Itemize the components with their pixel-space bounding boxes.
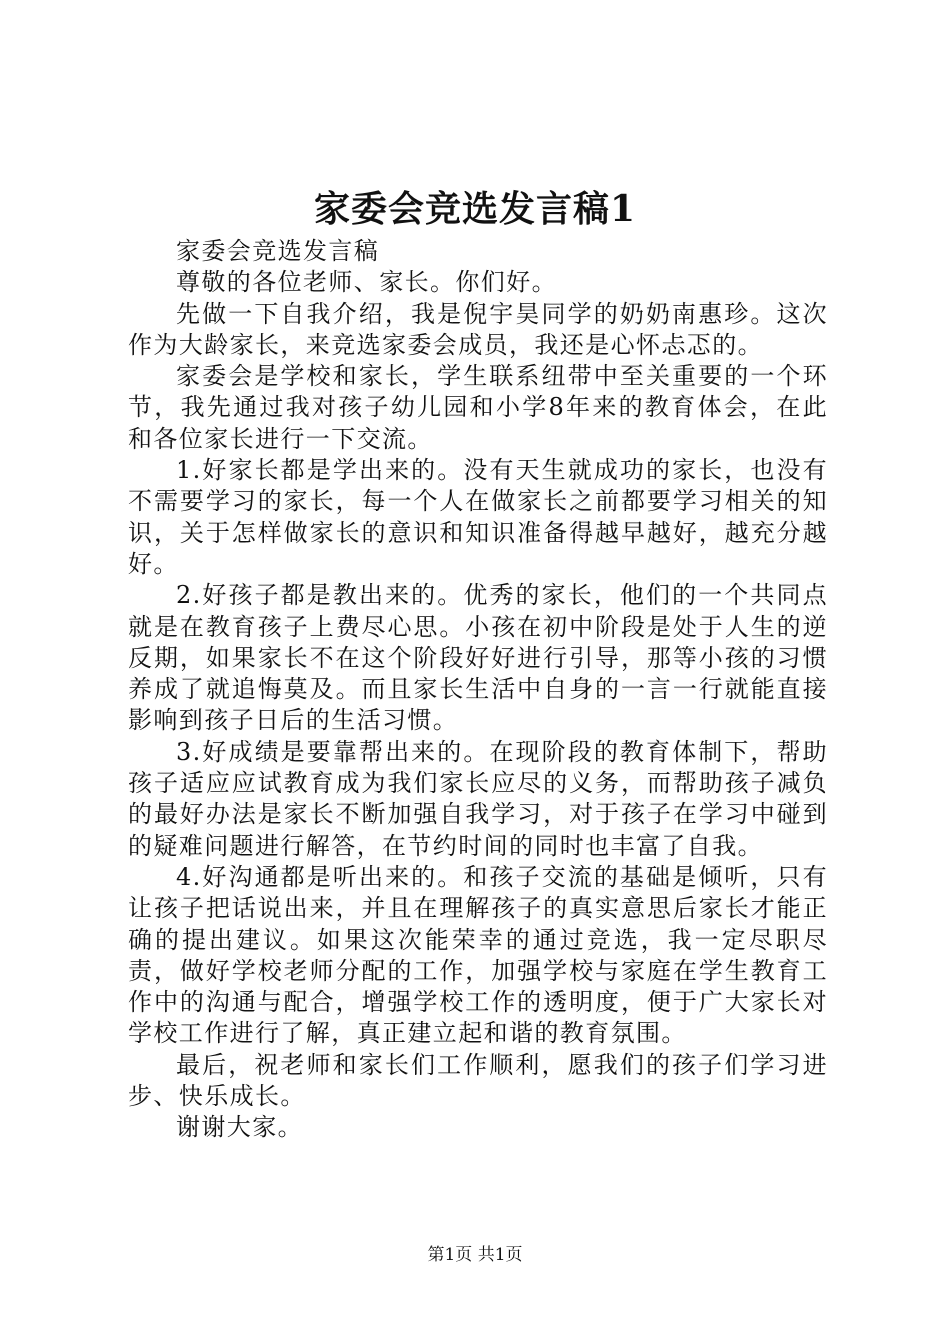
paragraph-subtitle: 家委会竞选发言稿 bbox=[176, 237, 380, 265]
document-title: 家委会竞选发言稿1 bbox=[313, 188, 637, 230]
document-body bbox=[128, 236, 828, 1144]
paragraph-closing: 最后，祝老师和家长们工作顺利，愿我们的孩子们学习进步、快乐成长。 bbox=[128, 1050, 828, 1111]
paragraph-point-4: 4.好沟通都是听出来的。和孩子交流的基础是倾听，只有让孩子把话说出来，并且在理解孩子的真实意思后家长才能正确的提出建议。如果这次能荣幸的通过竞选，我一定尽职尽责，做好学校老师分配的工作，加强学校与家庭在学生教育工作中的沟通与配合，增强学校工作的透明度，便于广大家长对学校工作进行了解，真正建立起和谐的教育氛围。 bbox=[128, 862, 828, 1048]
paragraph-context: 家委会是学校和家长，学生联系纽带中至关重要的一个环节，我先通过我对孩子幼儿园和小学8年来的教育体会，在此和各位家长进行一下交流。 bbox=[128, 362, 828, 453]
paragraph-point-2: 2.好孩子都是教出来的。优秀的家长，他们的一个共同点就是在教育孩子上费尽心思。小孩在初中阶段是处于人生的逆反期，如果家长不在这个阶段好好进行引导，那等小孩的习惯养成了就追悔莫及。而且家长生活中自身的一言一行就能直接影响到孩子日后的生活习惯。 bbox=[128, 581, 828, 735]
paragraph-thanks: 谢谢大家。 bbox=[176, 1113, 303, 1142]
paragraph-greeting: 尊敬的各位老师、家长。你们好。 bbox=[176, 268, 557, 297]
paragraph-point-3: 3.好成绩是要靠帮出来的。在现阶段的教育体制下，帮助孩子适应应试教育成为我们家长应尽的义务，而帮助孩子减负的最好办法是家长不断加强自我学习，对于孩子在学习中碰到的疑难问题进行解答，在节约时间的同时也丰富了自我。 bbox=[128, 737, 828, 860]
page-footer: 第1页 共1页 bbox=[427, 1245, 523, 1265]
paragraph-point-1: 1.好家长都是学出来的。没有天生就成功的家长，也没有不需要学习的家长，每一个人在做家长之前都要学习相关的知识，关于怎样做家长的意识和知识准备得越早越好，越充分越好。 bbox=[128, 456, 828, 578]
paragraph-introduction: 先做一下自我介绍，我是倪宇昊同学的奶奶南惠珍。这次作为大龄家长，来竞选家委会成员，我还是心怀忐忑的。 bbox=[128, 299, 828, 359]
